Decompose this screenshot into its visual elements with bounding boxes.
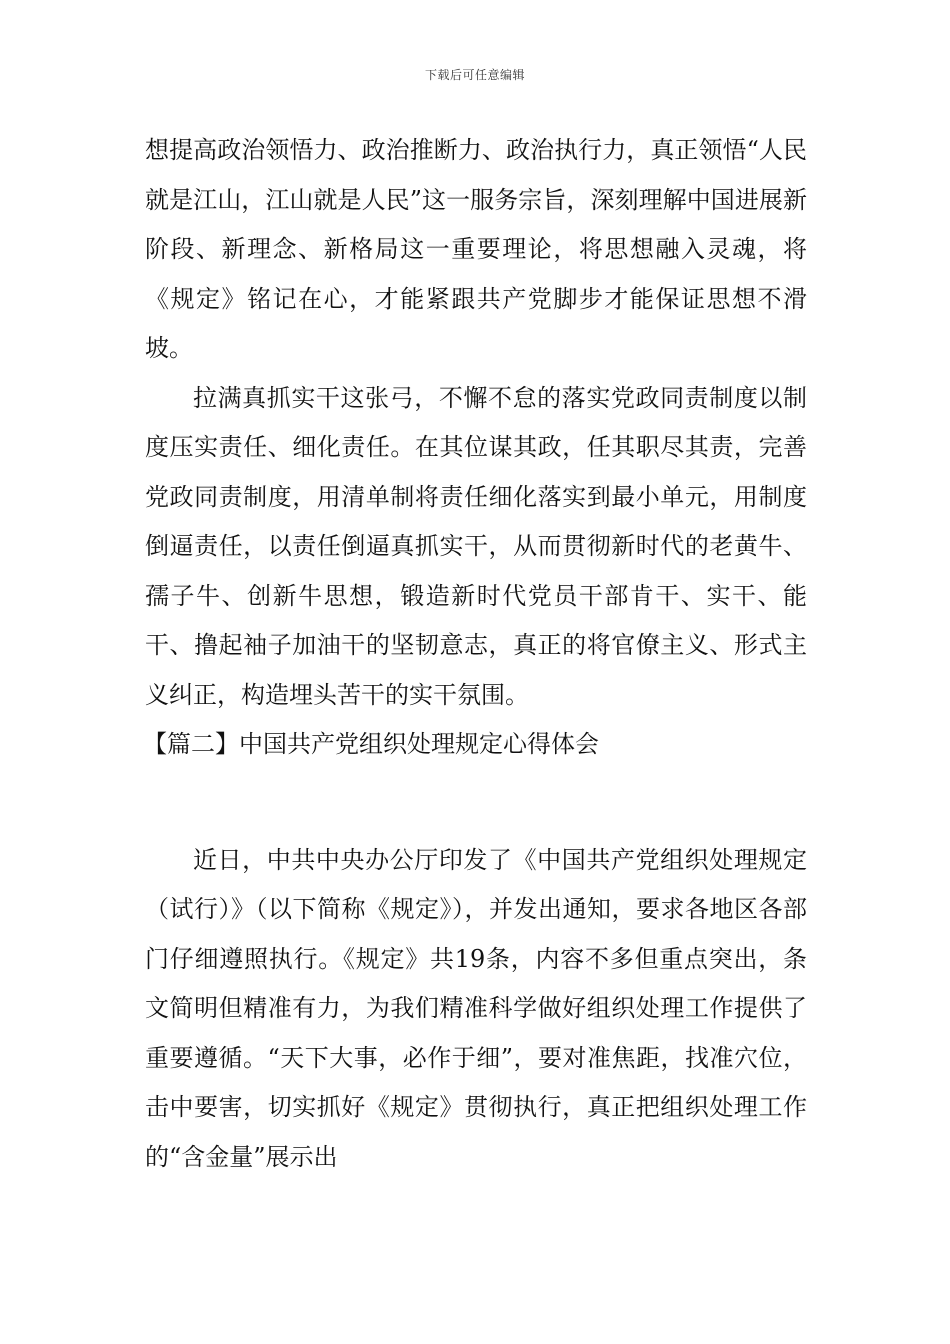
paragraph-3: 近日，中共中央办公厅印发了《中国共产党组织处理规定（试行）》（以下简称《规定》），并发出通知，要求各地区各部门仔细遵照执行。《规定》共19条，内容不多但重点突出，条文简明但精准有力，为我们精准科学做好组织处理工作提供了重要遵循。“天下大事，必作于细”，要对准焦距，找准穴位，击中要害，切实抓好《规定》贯彻执行，真正把组织处理工作的“含金量”展示出 [145,845,807,1171]
section-title: 【篇二】中国共产党组织处理规定心得体会 [143,730,599,758]
paragraph-2: 拉满真抓实干这张弓，不懈不怠的落实党政同责制度以制度压实责任、细化责任。在其位谋其政，任其职尽其责，完善党政同责制度，用清单制将责任细化落实到最小单元，用制度倒逼责任，以责任倒逼真抓实干，从而贯彻新时代的老黄牛、孺子牛、创新牛思想，锻造新时代党员干部肯干、实干、能干、撸起袖子加油干的坚韧意志，真正的将官僚主义、形式主义纠正，构造埋头苦干的实干氛围。 [145,383,807,709]
paragraph-1: 想提高政治领悟力、政治推断力、政治执行力，真正领悟“人民就是江山，江山就是人民”这一服务宗旨，深刻理解中国进展新阶段、新理念、新格局这一重要理论，将思想融入灵魂，将《规定》铭记在心，才能紧跟共产党脚步才能保证思想不滑坡。 [145,136,807,362]
section-spacer [145,770,807,836]
document-body [145,126,807,1182]
page-header-note: 下载后可任意编辑 [424,68,525,82]
